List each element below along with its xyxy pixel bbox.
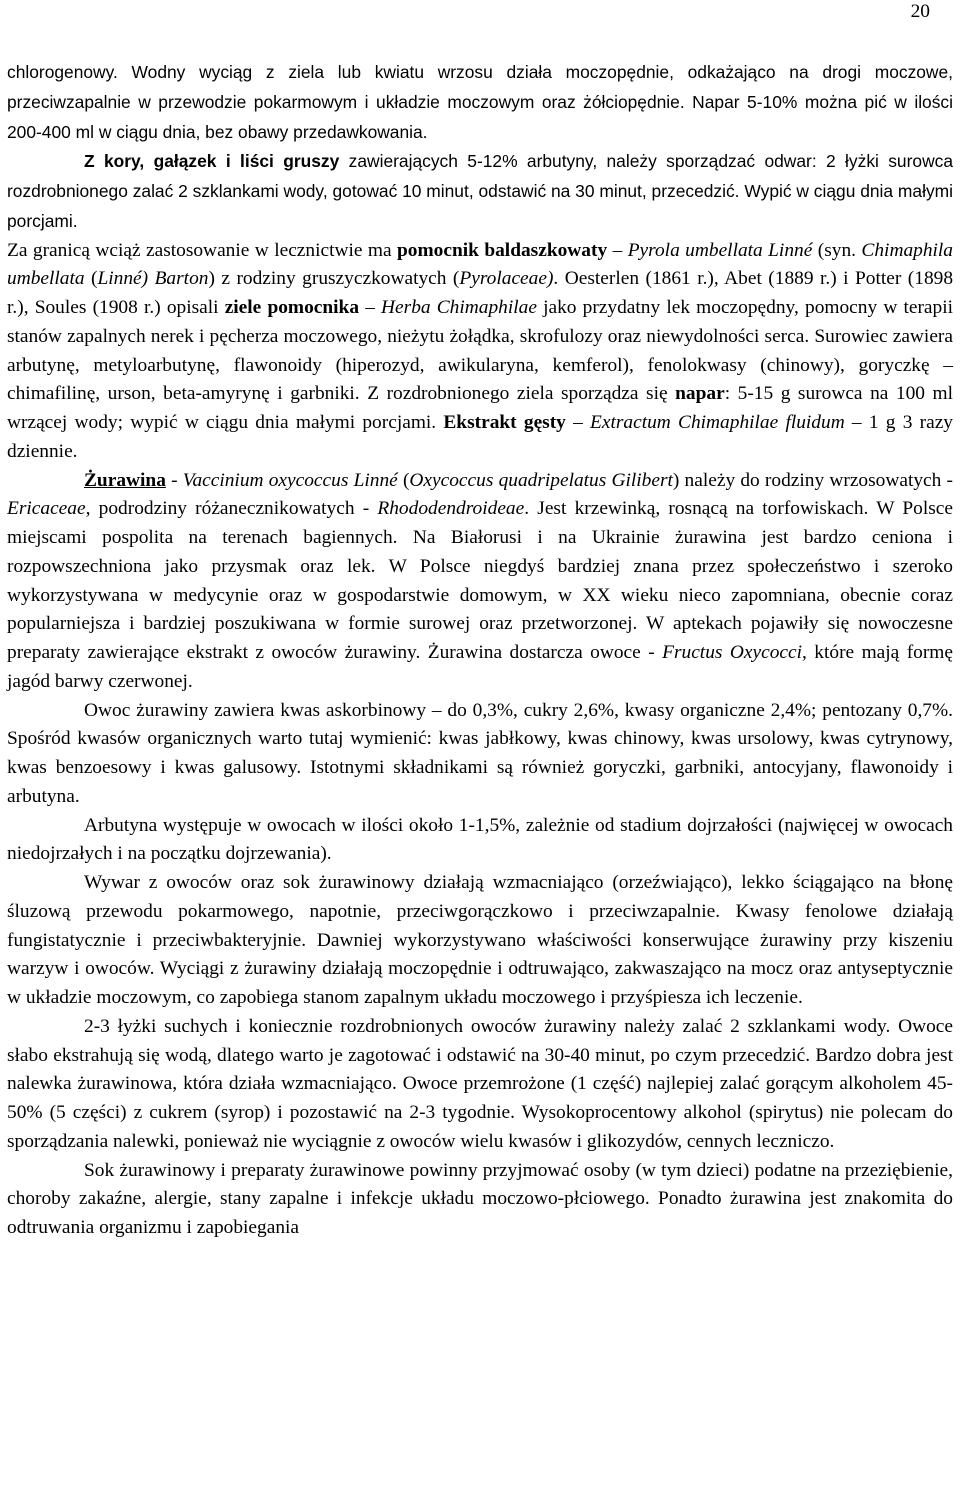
paragraph-text: zawierających 5-12% arbutyny, należy sporządzać odwar: 2 łyżki surowca rozdrobnionego zalać 2 szklankami wody, gotować 10 minut, odstawić na 30 minut, przecedzić. Wypić w ciągu dnia małymi porcjami. <box>7 151 953 231</box>
text-run: : 5-15 g surowca na 100 ml wrzącej wody; wypić w ciągu dnia małymi porcjami. <box>7 383 953 433</box>
paragraph-pyrola <box>7 237 953 467</box>
text-run: ( <box>84 268 98 290</box>
paragraph-pear-bark <box>7 147 953 236</box>
latin-drug-name: Fructus Oxycocci <box>662 642 802 663</box>
latin-subfamily: Rhododendroideae <box>377 498 525 520</box>
text-run: ( <box>397 469 410 491</box>
text-run: – <box>607 239 628 261</box>
bold-term-ziele: ziele pomocnika <box>224 297 360 318</box>
bold-term-napar: napar <box>675 383 725 405</box>
paragraph-text: Wywar z owoców oraz sok żurawinowy działają wzmacniająco (orzeźwiająco), lekko ściągająco na błonę śluzową przewodu pokarmowego, napotnie, przeciwgorączkowo i przeciwzapalnie. Kwasy fenolowe działają fungistatycznie i przeciwbakteryjnie. Dawniej wykorzystywano właściwości konserwujące żurawiny przy kiszeniu warzyw i owoców. Wyciągi z żurawiny działają moczopędnie i odtruwająco, zakwaszająco na mocz oraz antyseptycznie w układzie moczowym, co zapobiega stanom zapalnym układu moczowego i przyśpiesza ich leczenie. <box>7 872 953 1008</box>
latin-name: Pyrola umbellata Linné <box>627 239 813 261</box>
latin-name: Vaccinium oxycoccus Linné <box>182 469 398 491</box>
bold-term-ekstrakt: Ekstrakt gęsty <box>443 412 566 433</box>
latin-author: Linné) Barton <box>97 268 209 290</box>
paragraph-fruit-composition <box>7 697 953 812</box>
text-run: (syn. <box>812 239 862 261</box>
latin-family: Ericaceae <box>7 498 86 520</box>
text-run: Za granicą wciąż zastosowanie w lecznictwie ma <box>7 239 398 261</box>
bold-term-pomocnik: pomocnik baldaszkowaty <box>397 239 608 261</box>
paragraph-zurawina-intro <box>7 467 953 697</box>
document-body <box>7 0 953 1243</box>
text-run: , które mają formę jagód barwy czerwonej. <box>7 642 953 692</box>
paragraph-arbutin <box>7 812 953 870</box>
paragraph-text: chlorogenowy. Wodny wyciąg z ziela lub kwiatu wrzosu działa moczopędnie, odkażająco na drogi moczowe, przeciwzapalnie w przewodzie pokarmowym i układzie moczowym oraz żółciopędnie. Napar 5-10% można pić w ilości 200-400 ml w ciągu dnia, bez obawy przedawkowania. <box>7 62 953 142</box>
paragraph-preparation <box>7 1013 953 1157</box>
text-run: , podrodziny różanecznikowatych - <box>85 498 378 520</box>
paragraph-text: Owoc żurawiny zawiera kwas askorbinowy – do 0,3%, cukry 2,6%, kwasy organiczne 2,4%; pentozany 0,7%. Spośród kwasów organicznych warto tutaj wymienić: kwas jabłkowy, kwas chinowy, kwas ursolowy, kwas cytrynowy, kwas benzoesowy i kwas galusowy. Istotnymi składnikami są również goryczki, garbniki, antocyjany, flawonoidy i arbutyna. <box>7 699 953 807</box>
latin-drug-name: Herba Chimaphilae <box>381 297 537 318</box>
paragraph-text: 2-3 łyżki suchych i koniecznie rozdrobnionych owoców żurawiny należy zalać 2 szklankami wody. Owoce słabo ekstrahują się wodą, dlatego warto je zagotować i odstawić na 30-40 minut, po czym przecedzić. Bardzo dobra jest nalewka żurawinowa, która działa wzmacniająco. Owoce przemrożone (1 część) najlepiej zalać gorącym alkoholem 45-50% (5 części) z cukrem (syrop) i pozostawić na 2-3 tygodnie. Wysokoprocentowy alkohol (spirytus) nie polecam do sporządzania nalewki, ponieważ nie wyciągnie z owoców wielu kwasów i glikozydów, cennych leczniczo. <box>7 1015 953 1152</box>
latin-extract-name: Extractum Chimaphilae fluidum <box>590 412 845 433</box>
text-run: – <box>565 412 591 433</box>
paragraph-text: Arbutyna występuje w owocach w ilości około 1-1,5%, zależnie od stadium dojrzałości (najwięcej w owocach niedojrzałych i na początku dojrzewania). <box>7 814 953 865</box>
paragraph-text: Sok żurawinowy i preparaty żurawinowe powinny przyjmować osoby (w tym dzieci) podatne na przeziębienie, choroby zakaźne, alergie, stany zapalne i infekcje układu moczowo-płciowego. Ponadto żurawina jest znakomita do odtruwania organizmu i zapobiegania <box>7 1159 953 1238</box>
text-run: . Oesterlen (1861 r.), Abet (1889 r.) i Potter (1898 r.), Soules (1908 r.) opisali <box>7 268 954 318</box>
latin-name: Chimaphila umbellata <box>7 239 953 290</box>
paragraph-juice-usage <box>7 1157 953 1243</box>
text-run: – <box>359 297 382 318</box>
text-run: – 1 g 3 razy dziennie. <box>7 412 953 462</box>
page-number: 20 <box>910 1 930 22</box>
paragraph-heather-continuation <box>7 58 953 147</box>
text-run: ) z rodziny gruszyczkowatych ( <box>208 268 460 290</box>
heading-zurawina: Żurawina <box>84 469 166 491</box>
text-run: . Jest krzewinką, rosnącą na torfowiskach. W Polsce miejscami pospolita na terenach bagiennych. Na Białorusi i na Ukrainie żurawina jest bardzo ceniona i rozpowszechniona jako przysmak oraz lek. W Polsce niegdyś bardziej znana przez społeczeństwo i szeroko wykorzystywana w medycynie oraz w gospodarstwie domowym, w XX wieku nieco zapomniana, obecnie coraz popularniejsza i bardziej poszukiwana w formie surowej oraz przetworzonej. W aptekach pojawiły się nowoczesne preparaty zawierające ekstrakt z owoców żurawiny. Żurawina dostarcza owoce - <box>7 498 953 663</box>
bold-term-pear: Z kory, gałązek i liści gruszy <box>84 151 340 172</box>
paragraph-decoction-effects <box>7 869 953 1013</box>
text-run: - <box>165 469 183 491</box>
latin-family: Pyrolaceae) <box>459 268 554 290</box>
text-run: ) należy do rodziny wrzosowatych - <box>672 469 954 491</box>
latin-synonym: Oxycoccus quadripelatus Gilibert <box>409 469 673 491</box>
text-run: jako przydatny lek moczopędny, pomocny w terapii stanów zapalnych nerek i pęcherza moczowego, nieżytu żołądka, skrofulozy oraz niewydolności serca. Surowiec zawiera arbutynę, metyloarbutynę, flawonoidy (hiperozyd, awikularyna, kemferol), fenolokwasy (chinowy), goryczkę – chimafilinę, urson, beta-amyrynę i garbniki. Z rozdrobnionego ziela sporządza się <box>7 297 954 405</box>
